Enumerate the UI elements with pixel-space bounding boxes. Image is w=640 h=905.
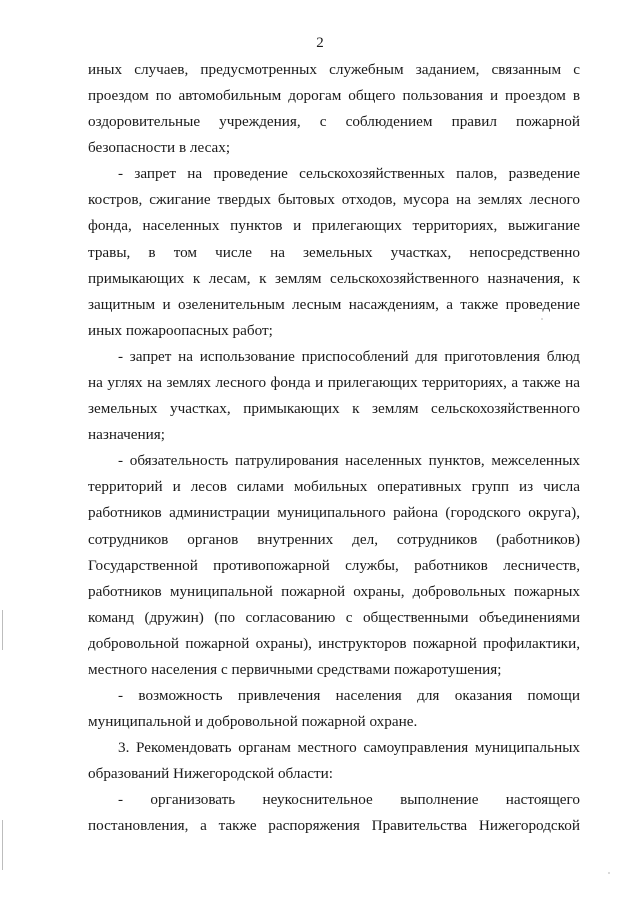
text-line: Государственной противопожарной службы, работников лесничеств, xyxy=(88,557,580,574)
text-line: образований Нижегородской области: xyxy=(88,765,333,782)
text-line: - возможность привлечения населения для оказания помощи xyxy=(118,687,580,704)
text-line: постановления, а также распоряжения Правительства Нижегородской xyxy=(88,817,580,834)
scan-dust xyxy=(541,318,543,320)
text-line: работников администрации муниципального района (городского округа), xyxy=(88,504,580,521)
text-line: сотрудников органов внутренних дел, сотрудников (работников) xyxy=(88,531,580,548)
text-line: иных случаев, предусмотренных служебным заданием, связанным с xyxy=(88,61,580,78)
text-line: иных пожароопасных работ; xyxy=(88,322,273,339)
text-line: травы, в том числе на земельных участках, непосредственно xyxy=(88,244,580,261)
text-line: - запрет на проведение сельскохозяйственных палов, разведение xyxy=(118,165,580,182)
text-line: работников муниципальной пожарной охраны, добровольных пожарных xyxy=(88,583,580,600)
text-line: команд (дружин) (по согласованию с общественными объединениями xyxy=(88,609,580,626)
text-line: назначения; xyxy=(88,426,165,443)
text-line: муниципальной и добровольной пожарной охране. xyxy=(88,713,418,730)
text-line: оздоровительные учреждения, с соблюдением правил пожарной xyxy=(88,113,580,130)
page-number: 2 xyxy=(316,35,324,51)
text-line: костров, сжигание твердых бытовых отходов, мусора на землях лесного xyxy=(88,191,580,208)
text-line: на углях на землях лесного фонда и прилегающих территориях, а также на xyxy=(88,374,580,391)
text-line: добровольной пожарной охраны), инструкторов пожарной профилактики, xyxy=(88,635,580,652)
text-line: - организовать неукоснительное выполнение настоящего xyxy=(118,791,580,808)
scan-edge-mark xyxy=(2,820,3,870)
text-line: земельных участках, примыкающих к землям сельскохозяйственного xyxy=(88,400,580,417)
text-line: 3. Рекомендовать органам местного самоуправления муниципальных xyxy=(118,739,580,756)
scan-dust xyxy=(608,872,610,874)
text-line: защитным и озеленительным лесным насаждениям, а также проведение xyxy=(88,296,580,313)
text-line: - запрет на использование приспособлений для приготовления блюд xyxy=(118,348,580,365)
text-line: территорий и лесов силами мобильных оперативных групп из числа xyxy=(88,478,580,495)
text-line: безопасности в лесах; xyxy=(88,139,231,156)
text-line: фонда, населенных пунктов и прилегающих территориях, выжигание xyxy=(88,217,580,234)
text-line: проездом по автомобильным дорогам общего пользования и проездом в xyxy=(88,87,580,104)
text-line: - обязательность патрулирования населенных пунктов, межселенных xyxy=(118,452,580,469)
text-line: местного населения с первичными средствами пожаротушения; xyxy=(88,661,502,678)
text-line: примыкающих к лесам, к землям сельскохозяйственного назначения, к xyxy=(88,270,580,287)
scan-edge-mark xyxy=(2,610,3,650)
